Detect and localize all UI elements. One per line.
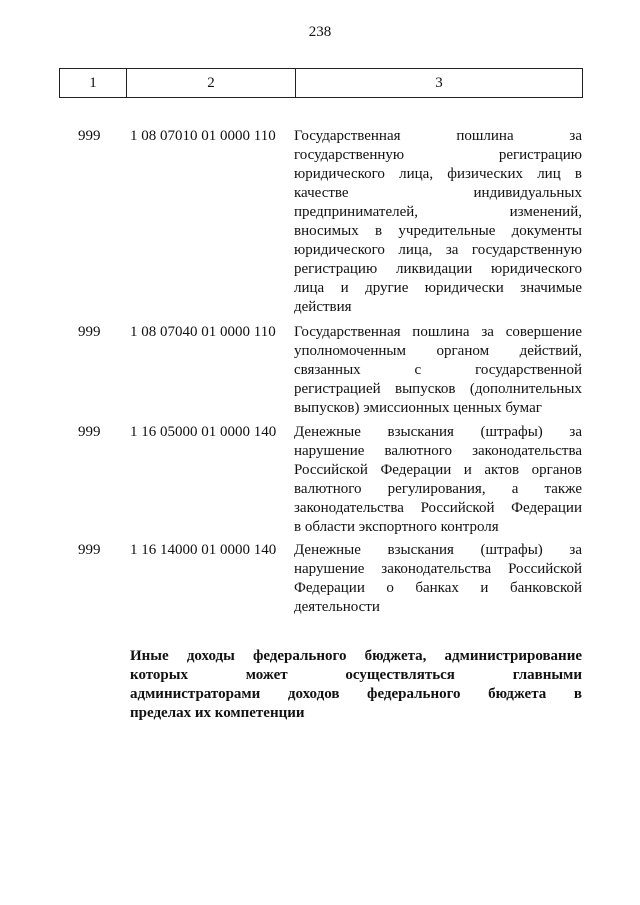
budget-classification-code: 1 16 14000 01 0000 140 [130,542,277,558]
description-line: предпринимателей, изменений, [294,204,582,220]
description-line: законодательства Российской Федерации [294,500,582,516]
section-title-line: пределах их компетенции [130,705,305,721]
section-title-line: Иные доходы федерального бюджета, администрирование [130,648,582,664]
revenue-description [294,541,582,617]
section-title [130,647,582,723]
column-header-3: 3 [296,69,583,98]
description-line: связанных с государственной [294,362,582,378]
revenue-description [294,423,582,537]
description-line: уполномоченным органом действий, [294,343,582,359]
description-line: Государственная пошлина за [294,128,582,144]
admin-code: 999 [78,424,101,440]
budget-classification-code: 1 08 07040 01 0000 110 [130,324,276,340]
description-line: нарушение валютного законодательства [294,443,582,459]
description-line: в области экспортного контроля [294,519,499,535]
description-line: Российской Федерации и актов органов [294,462,582,478]
revenue-description [294,323,582,418]
description-line: Федерации о банках и банковской [294,580,582,596]
section-title-line: администраторами доходов федерального бюджета в [130,686,582,702]
column-header-1: 1 [60,69,127,98]
description-line: юридического лица, за государственную [294,242,582,258]
description-line: государственную регистрацию [294,147,582,163]
admin-code: 999 [78,542,101,558]
description-line: валютного регулирования, а также [294,481,582,497]
admin-code: 999 [78,128,101,144]
description-line: нарушение законодательства Российской [294,561,582,577]
admin-code: 999 [78,324,101,340]
page-number: 238 [308,24,332,40]
description-line: качестве индивидуальных [294,185,582,201]
description-line: Денежные взыскания (штрафы) за [294,542,582,558]
column-header-2: 2 [127,69,296,98]
revenue-description [294,127,582,317]
budget-classification-code: 1 16 05000 01 0000 140 [130,424,277,440]
description-line: деятельности [294,599,380,615]
description-line: юридического лица, физических лиц в [294,166,582,182]
column-header-row [60,69,583,98]
description-line: лица и другие юридически значимые [294,280,582,296]
description-line: вносимых в учредительные документы [294,223,582,239]
description-line: действия [294,299,352,315]
section-title-line: которых может осуществляться главными [130,667,582,683]
column-header-table [59,68,583,98]
description-line: регистрацию ликвидации юридического [294,261,582,277]
budget-classification-code: 1 08 07010 01 0000 110 [130,128,276,144]
description-line: Денежные взыскания (штрафы) за [294,424,582,440]
description-line: выпусков) эмиссионных ценных бумаг [294,400,542,416]
description-line: Государственная пошлина за совершение [294,324,582,340]
description-line: регистрацией выпусков (дополнительных [294,381,582,397]
